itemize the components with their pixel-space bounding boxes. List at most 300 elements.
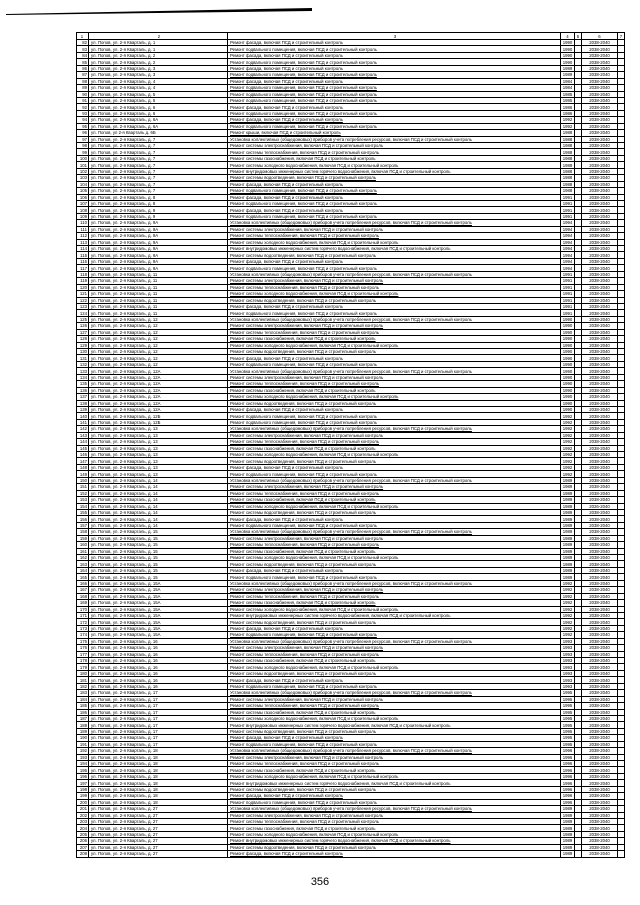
row-year: 1995 [561,735,575,741]
row-year: 1994 [561,233,575,239]
row-period: 2038-2040 [582,316,618,322]
row-address: ул. Попов, ул. 2-я Кварталь, д. 12 [89,323,228,329]
row-period: 2038-2040 [582,65,618,71]
row-year: 1989 [561,529,575,535]
row-period: 2038-2040 [582,786,618,792]
row-number: 110 [77,220,89,226]
work-type-text: Ремонт системы холодного водоснабжения, включая ПСД и строительный контроль [230,555,399,561]
row-address: ул. Попов, ул. 2-я Кварталь, д. 12А [89,400,228,406]
row-year: 1991 [561,194,575,200]
work-type-text: Ремонт подвального помещения, включая ПСД и строительный контроль [230,471,377,477]
row-year: 1990 [561,52,575,58]
row-number: 141 [77,419,89,425]
row-period: 2038-2040 [582,651,618,657]
row-address: ул. Попов, ул. 2-я Кварталь, д. 9А [89,258,228,264]
row-address: ул. Попов, ул. 2-я Кварталь, д. 11 [89,303,228,309]
row-period: 2038-2040 [582,91,618,97]
row-year: 1990 [561,361,575,367]
row-year: 1993 [561,651,575,657]
row-number: 155 [77,509,89,515]
row-address: ул. Попов, ул. 2-я Кварталь, д. 8 [89,194,228,200]
work-type-text: Ремонт системы теплоснабжения, включая ПСД и строительный контроль [230,703,379,709]
row-period: 2038-2040 [582,580,618,586]
row-period: 2038-2040 [582,52,618,58]
row-period: 2038-2040 [582,587,618,593]
row-year: 1989 [561,497,575,503]
row-year: 1992 [561,413,575,419]
row-address: ул. Попов, ул. 2-я Кварталь, д. 18 [89,767,228,773]
row-year: 1990 [561,46,575,52]
row-year: 1992 [561,426,575,432]
row-year: 1994 [561,246,575,252]
row-period: 2038-2040 [582,233,618,239]
row-year: 1984 [561,85,575,91]
row-period: 2038-2040 [582,632,618,638]
work-type-text: Ремонт подвального помещения, включая ПСД и строительный контроль [230,632,377,638]
row-address: ул. Попов, ул. 2-я Кварталь, д. 18 [89,780,228,786]
row-year: 1992 [561,123,575,129]
work-type-text: Установка коллективных (общедомовых) приборов учета потребления ресурсов, включая ПСД и строительный контроль [230,271,472,277]
row-period: 2038-2040 [582,773,618,779]
row-address: ул. Попов, ул. 2-я Кварталь, д. 4 [89,85,228,91]
work-type-text: Ремонт системы холодного водоснабжения, включая ПСД и строительный контроль [230,342,399,348]
row-year: 1990 [561,342,575,348]
row-address: ул. Попов, ул. 2-я Кварталь, д. 14 [89,522,228,528]
row-address: ул. Попов, ул. 2-я Кварталь, д. 7 [89,136,228,142]
row-address: ул. Попов, ул. 2-я Кварталь, д. 9А [89,252,228,258]
row-address: ул. Попов, ул. 2-я Кварталь, д. 12 [89,342,228,348]
work-type-text: Ремонт системы водоотведения, включая ПСД и строительный контроль [230,671,376,677]
row-year: 1994 [561,258,575,264]
row-number: 202 [77,812,89,818]
work-type-text: Ремонт системы электроснабжения, включая ПСД и строительный контроль [230,754,384,760]
header-col-6: 6 [582,33,618,40]
row-period: 2038-2040 [582,162,618,168]
row-address: ул. Попов, ул. 2-я Кварталь, д. 27 [89,831,228,837]
row-year: 1990 [561,336,575,342]
work-type-text: Ремонт системы газоснабжения, включая ПСД и строительный контроль [230,336,376,342]
row-year: 1989 [561,838,575,844]
header-col-2: 2 [89,33,228,40]
work-type-text: Ремонт системы электроснабжения, включая ПСД и строительный контроль [230,226,384,232]
work-type-text: Ремонт подвального помещения, включая ПСД и строительный контроль [230,46,377,52]
row-address: ул. Попов, ул. 2-я Кварталь, д. 15А [89,625,228,631]
row-year: 1994 [561,220,575,226]
row-year: 1995 [561,690,575,696]
row-period: 2038-2040 [582,368,618,374]
work-type-text: Ремонт подвального помещения, включая ПСД и строительный контроль [230,72,377,78]
row-number: 157 [77,522,89,528]
row-address: ул. Попов, ул. 2-я Кварталь, д. 13 [89,439,228,445]
row-address: ул. Попов, ул. 2-я Кварталь, д. 7 [89,162,228,168]
row-number: 145 [77,445,89,451]
work-type-text: Ремонт внутридомовых инженерных систем горячего водоснабжения, включая ПСД и строительный контроль [230,613,451,619]
row-address: ул. Попов, ул. 2-я Кварталь, д. 15 [89,548,228,554]
row-year: 1989 [561,484,575,490]
row-address: ул. Попов, ул. 2-я Кварталь, д. 13 [89,458,228,464]
row-year: 1994 [561,252,575,258]
row-period: 2038-2040 [582,703,618,709]
row-number: 139 [77,406,89,412]
row-period: 2038-2040 [582,529,618,535]
row-year: 1989 [561,851,575,857]
row-number: 96 [77,130,89,136]
row-period: 2038-2040 [582,793,618,799]
row-period: 2038-2040 [582,741,618,747]
work-type-text: Ремонт подвального помещения, включая ПСД и строительный контроль [230,59,377,65]
row-number: 152 [77,490,89,496]
work-type-text: Ремонт системы теплоснабжения, включая ПСД и строительный контроль [230,233,379,239]
row-period: 2038-2040 [582,130,618,136]
row-year: 1988 [561,168,575,174]
row-number: 158 [77,529,89,535]
row-period: 2038-2040 [582,252,618,258]
work-type-text: Ремонт подвального помещения, включая ПСД и строительный контроль [230,91,377,97]
row-year: 1989 [561,509,575,515]
row-address: ул. Попов, ул. 2-я Кварталь, д. 8 [89,200,228,206]
row-year: 1992 [561,612,575,618]
work-type-text: Ремонт подвального помещения, включая ПСД и строительный контроль [230,98,377,104]
row-number: 85 [77,59,89,65]
row-number: 196 [77,773,89,779]
row-address: ул. Попов, ул. 2-я Кварталь, д. 16 [89,645,228,651]
row-address: ул. Попов, ул. 2-я Кварталь, д. 7 [89,175,228,181]
row-address: ул. Попов, ул. 2-я Кварталь, д. 16 [89,651,228,657]
row-number: 134 [77,374,89,380]
row-year: 1992 [561,117,575,123]
row-year: 1995 [561,703,575,709]
row-address: ул. Попов, ул. 2-я Кварталь, д. 27 [89,812,228,818]
row-period: 2038-2040 [582,271,618,277]
work-type-text: Ремонт системы водоотведения, включая ПСД и строительный контроль [230,400,376,406]
row-number: 148 [77,464,89,470]
row-period: 2038-2040 [582,97,618,103]
row-year: 1989 [561,574,575,580]
row-year: 1992 [561,632,575,638]
row-number: 106 [77,194,89,200]
row-period: 2038-2040 [582,239,618,245]
row-year: 1988 [561,136,575,142]
row-period: 2038-2040 [582,419,618,425]
row-address: ул. Попов, ул. 2-я Кварталь, д. 15 [89,542,228,548]
row-address: ул. Попов, ул. 2-я Кварталь, д. 27 [89,851,228,857]
table-header [77,33,625,40]
work-type-text: Ремонт фасада, включая ПСД и строительный контроль [230,568,343,574]
row-year: 1991 [561,297,575,303]
row-address: ул. Попов, ул. 2-я Кварталь, д. 12 [89,316,228,322]
row-number: 198 [77,786,89,792]
row-address: ул. Попов, ул. 2-я Кварталь, д. 27 [89,825,228,831]
row-year: 1989 [561,535,575,541]
row-year: 1989 [561,490,575,496]
row-address: ул. Попов, ул. 2-я Кварталь, д. 12А [89,387,228,393]
row-address: ул. Попов, ул. 2-я Кварталь, д. 9А [89,226,228,232]
row-number: 140 [77,413,89,419]
row-address: ул. Попов, ул. 2-я Кварталь, д. 1 [89,46,228,52]
row-year: 1992 [561,593,575,599]
work-type-text: Ремонт фасада, включая ПСД и строительный контроль [230,40,343,46]
row-year: 1995 [561,715,575,721]
row-address: ул. Попов, ул. 2-я Кварталь, д. 7 [89,155,228,161]
row-number: 112 [77,233,89,239]
work-type-text: Ремонт фасада, включая ПСД и строительный контроль [230,407,343,413]
row-year: 1992 [561,471,575,477]
work-type-text: Ремонт фасада, включая ПСД и строительный контроль [230,65,343,71]
row-period: 2038-2040 [582,355,618,361]
work-type-text: Ремонт системы теплоснабжения, включая ПСД и строительный контроль [230,819,379,825]
row-period: 2038-2040 [582,497,618,503]
work-type-text: Ремонт подвального помещения, включая ПСД и строительный контроль [230,799,377,805]
row-period: 2038-2040 [582,374,618,380]
row-year: 1990 [561,406,575,412]
row-year: 1989 [561,555,575,561]
row-address: ул. Попов, ул. 2-я Кварталь, д. 11 [89,310,228,316]
row-period: 2038-2040 [582,181,618,187]
row-address: ул. Попов, ул. 2-я Кварталь, д. 17 [89,703,228,709]
row-number: 100 [77,155,89,161]
row-period: 2038-2040 [582,413,618,419]
row-number: 122 [77,297,89,303]
row-address: ул. Попов, ул. 2-я Кварталь, д. 14 [89,490,228,496]
work-type-text: Ремонт фасада, включая ПСД и строительный контроль [230,304,343,310]
row-period: 2038-2040 [582,593,618,599]
row-number: 183 [77,690,89,696]
row-address: ул. Попов, ул. 2-я Кварталь, д. 15А [89,593,228,599]
row-year: 1986 [561,104,575,110]
row-year: 1993 [561,638,575,644]
table-row [77,851,625,857]
row-year: 1991 [561,271,575,277]
row-number: 192 [77,748,89,754]
row-number: 205 [77,831,89,837]
row-number: 117 [77,265,89,271]
work-type-text: Ремонт системы холодного водоснабжения, включая ПСД и строительный контроль [230,716,399,722]
row-period: 2038-2040 [582,516,618,522]
row-period: 2038-2040 [582,818,618,824]
work-type-text: Ремонт фасада, включая ПСД и строительный контроль [230,516,343,522]
row-year: 1991 [561,284,575,290]
row-address: ул. Попов, ул. 2-я Кварталь, д. 13 [89,471,228,477]
row-address: ул. Попов, ул. 2-я Кварталь, д. 18 [89,754,228,760]
row-period: 2038-2040 [582,59,618,65]
row-year: 1992 [561,619,575,625]
row-year: 1988 [561,130,575,136]
row-year: 1989 [561,477,575,483]
row-period: 2038-2040 [582,561,618,567]
row-address: ул. Попов, ул. 2-я Кварталь, д. 1 [89,40,228,46]
row-year: 1993 [561,658,575,664]
row-period: 2038-2040 [582,780,618,786]
row-address: ул. Попов, ул. 2-я Кварталь, д. 13 [89,426,228,432]
row-period: 2038-2040 [582,471,618,477]
work-type-text: Установка коллективных (общедомовых) приборов учета потребления ресурсов, включая ПСД и строительный контроль [230,806,472,812]
row-address: ул. Попов, ул. 2-я Кварталь, д. 12А [89,368,228,374]
row-period: 2038-2040 [582,522,618,528]
work-type-text: Ремонт подвального помещения, включая ПСД и строительный контроль [230,420,377,426]
row-year: 1990 [561,368,575,374]
row-period: 2038-2040 [582,291,618,297]
row-address: ул. Попов, ул. 2-я Кварталь, д. 17 [89,696,228,702]
row-address: ул. Попов, ул. 2-я Кварталь, д. 17 [89,709,228,715]
row-number: 136 [77,387,89,393]
row-number: 144 [77,439,89,445]
work-type-text: Ремонт системы электроснабжения, включая ПСД и строительный контроль [230,696,384,702]
work-type-text: Ремонт системы теплоснабжения, включая ПСД и строительный контроль [230,490,379,496]
work-type-text: Ремонт системы водоотведения, включая ПСД и строительный контроль [230,349,376,355]
row-year: 1991 [561,213,575,219]
row-address: ул. Попов, ул. 2-я Кварталь, д. 14 [89,516,228,522]
row-period: 2038-2040 [582,194,618,200]
row-year: 1996 [561,773,575,779]
work-type-text: Установка коллективных (общедомовых) приборов учета потребления ресурсов, включая ПСД и строительный контроль [230,638,472,644]
row-address: ул. Попов, ул. 2-я Кварталь, д. 27 [89,838,228,844]
work-type-text: Ремонт подвального помещения, включая ПСД и строительный контроль [230,574,377,580]
header-col-3: 3 [228,33,561,40]
row-address: ул. Попов, ул. 2-я Кварталь, д. 15А [89,619,228,625]
row-year: 1990 [561,40,575,46]
row-number: 193 [77,754,89,760]
row-year: 1990 [561,349,575,355]
row-number: 204 [77,825,89,831]
work-type-text: Ремонт системы холодного водоснабжения, включая ПСД и строительный контроль [230,162,399,168]
row-address: ул. Попов, ул. 2-я Кварталь, д. 15 [89,535,228,541]
row-address: ул. Попов, ул. 2-я Кварталь, д. 27 [89,818,228,824]
row-number: 174 [77,632,89,638]
row-year: 1989 [561,72,575,78]
row-year: 1989 [561,516,575,522]
row-number: 170 [77,606,89,612]
row-number: 121 [77,291,89,297]
row-year: 1984 [561,78,575,84]
row-period: 2038-2040 [582,812,618,818]
header-col-4: 4 [561,33,575,40]
row-year: 1989 [561,567,575,573]
row-period: 2038-2040 [582,825,618,831]
row-year: 1985 [561,97,575,103]
row-number: 167 [77,587,89,593]
row-number: 186 [77,709,89,715]
row-year: 1989 [561,522,575,528]
row-number: 125 [77,316,89,322]
row-number: 89 [77,85,89,91]
work-type-text: Ремонт системы теплоснабжения, включая ПСД и строительный контроль [230,761,379,767]
work-type-text: Ремонт крыши, включая ПСД и строительный контроль [230,130,341,136]
row-year: 1994 [561,265,575,271]
row-period: 2038-2040 [582,606,618,612]
row-number: 178 [77,658,89,664]
row-period: 2038-2040 [582,213,618,219]
work-type-text: Ремонт системы водоотведения, включая ПСД и строительный контроль [230,510,376,516]
row-empty-col-5 [575,851,582,857]
row-number: 133 [77,368,89,374]
row-period: 2038-2040 [582,761,618,767]
work-type-text: Ремонт фасада, включая ПСД и строительный контроль [230,207,343,213]
row-period: 2038-2040 [582,677,618,683]
row-period: 2038-2040 [582,799,618,805]
row-period: 2038-2040 [582,220,618,226]
row-year: 1996 [561,780,575,786]
row-number: 201 [77,806,89,812]
row-year: 1985 [561,91,575,97]
row-number: 176 [77,645,89,651]
row-period: 2038-2040 [582,40,618,46]
work-type-text: Ремонт подвального помещения, включая ПСД и строительный контроль [230,413,377,419]
row-address: ул. Попов, ул. 2-я Кварталь, д. 18 [89,773,228,779]
row-year: 1990 [561,394,575,400]
row-period: 2038-2040 [582,117,618,123]
row-address: ул. Попов, ул. 2-я Кварталь, д. 18 [89,761,228,767]
row-number: 135 [77,381,89,387]
row-address: ул. Попов, ул. 2-я Кварталь, д. 17 [89,690,228,696]
row-number: 189 [77,728,89,734]
row-period: 2038-2040 [582,188,618,194]
row-number: 180 [77,670,89,676]
row-year: 1989 [561,812,575,818]
row-period: 2038-2040 [582,851,618,857]
header-col-1: 1 [77,33,89,40]
row-period: 2038-2040 [582,136,618,142]
row-period: 2038-2040 [582,143,618,149]
work-type-text: Установка коллективных (общедомовых) приборов учета потребления ресурсов, включая ПСД и строительный контроль [230,690,472,696]
row-year: 1995 [561,728,575,734]
work-type-text: Ремонт фасада, включая ПСД и строительный контроль [230,793,343,799]
work-type-text: Ремонт системы водоотведения, включая ПСД и строительный контроль [230,561,376,567]
row-number: 175 [77,638,89,644]
work-type-text: Установка коллективных (общедомовых) приборов учета потребления ресурсов, включая ПСД и строительный контроль [230,748,472,754]
work-type-text: Установка коллективных (общедомовых) приборов учета потребления ресурсов, включая ПСД и строительный контроль [230,317,472,323]
work-type-text: Ремонт системы газоснабжения, включая ПСД и строительный контроль [230,767,376,773]
row-period: 2038-2040 [582,535,618,541]
row-period: 2038-2040 [582,709,618,715]
row-year: 1996 [561,793,575,799]
row-period: 2038-2040 [582,72,618,78]
work-type-text: Ремонт системы газоснабжения, включая ПСД и строительный контроль [230,709,376,715]
row-period: 2038-2040 [582,336,618,342]
row-year: 1988 [561,143,575,149]
row-year: 1989 [561,806,575,812]
row-year: 1994 [561,239,575,245]
row-period: 2038-2040 [582,123,618,129]
row-number: 138 [77,400,89,406]
work-type-text: Ремонт системы холодного водоснабжения, включая ПСД и строительный контроль [230,832,399,838]
row-number: 132 [77,361,89,367]
row-period: 2038-2040 [582,664,618,670]
work-type-text: Ремонт системы водоотведения, включая ПСД и строительный контроль [230,619,376,625]
work-type-text: Ремонт системы теплоснабжения, включая ПСД и строительный контроль [230,329,379,335]
row-number: 165 [77,574,89,580]
row-address: ул. Попов, ул. 2-я Кварталь, д. 3 [89,65,228,71]
work-type-text: Ремонт фасада, включая ПСД и строительный контроль [230,104,343,110]
work-type-text: Ремонт системы водоотведения, включая ПСД и строительный контроль [230,844,376,850]
work-type-text: Ремонт подвального помещения, включая ПСД и строительный контроль [230,523,377,529]
row-number: 199 [77,793,89,799]
row-address: ул. Попов, ул. 2-я Кварталь, д. 17 [89,728,228,734]
row-address: ул. Попов, ул. 2-я Кварталь, д. 13 [89,432,228,438]
row-period: 2038-2040 [582,361,618,367]
row-period: 2038-2040 [582,246,618,252]
row-address: ул. Попов, ул. 2-я Кварталь, д. 15А [89,587,228,593]
row-number: 162 [77,555,89,561]
row-period: 2038-2040 [582,104,618,110]
work-type-text: Ремонт внутридомовых инженерных систем горячего водоснабжения, включая ПСД и строительный контроль [230,780,451,786]
row-number: 115 [77,252,89,258]
work-type-text: Ремонт фасада, включая ПСД и строительный контроль [230,117,343,123]
row-address: ул. Попов, ул. 2-я Кварталь, д. 9 [89,207,228,213]
row-number: 146 [77,452,89,458]
row-number: 203 [77,818,89,824]
row-year: 1990 [561,316,575,322]
row-number: 102 [77,168,89,174]
